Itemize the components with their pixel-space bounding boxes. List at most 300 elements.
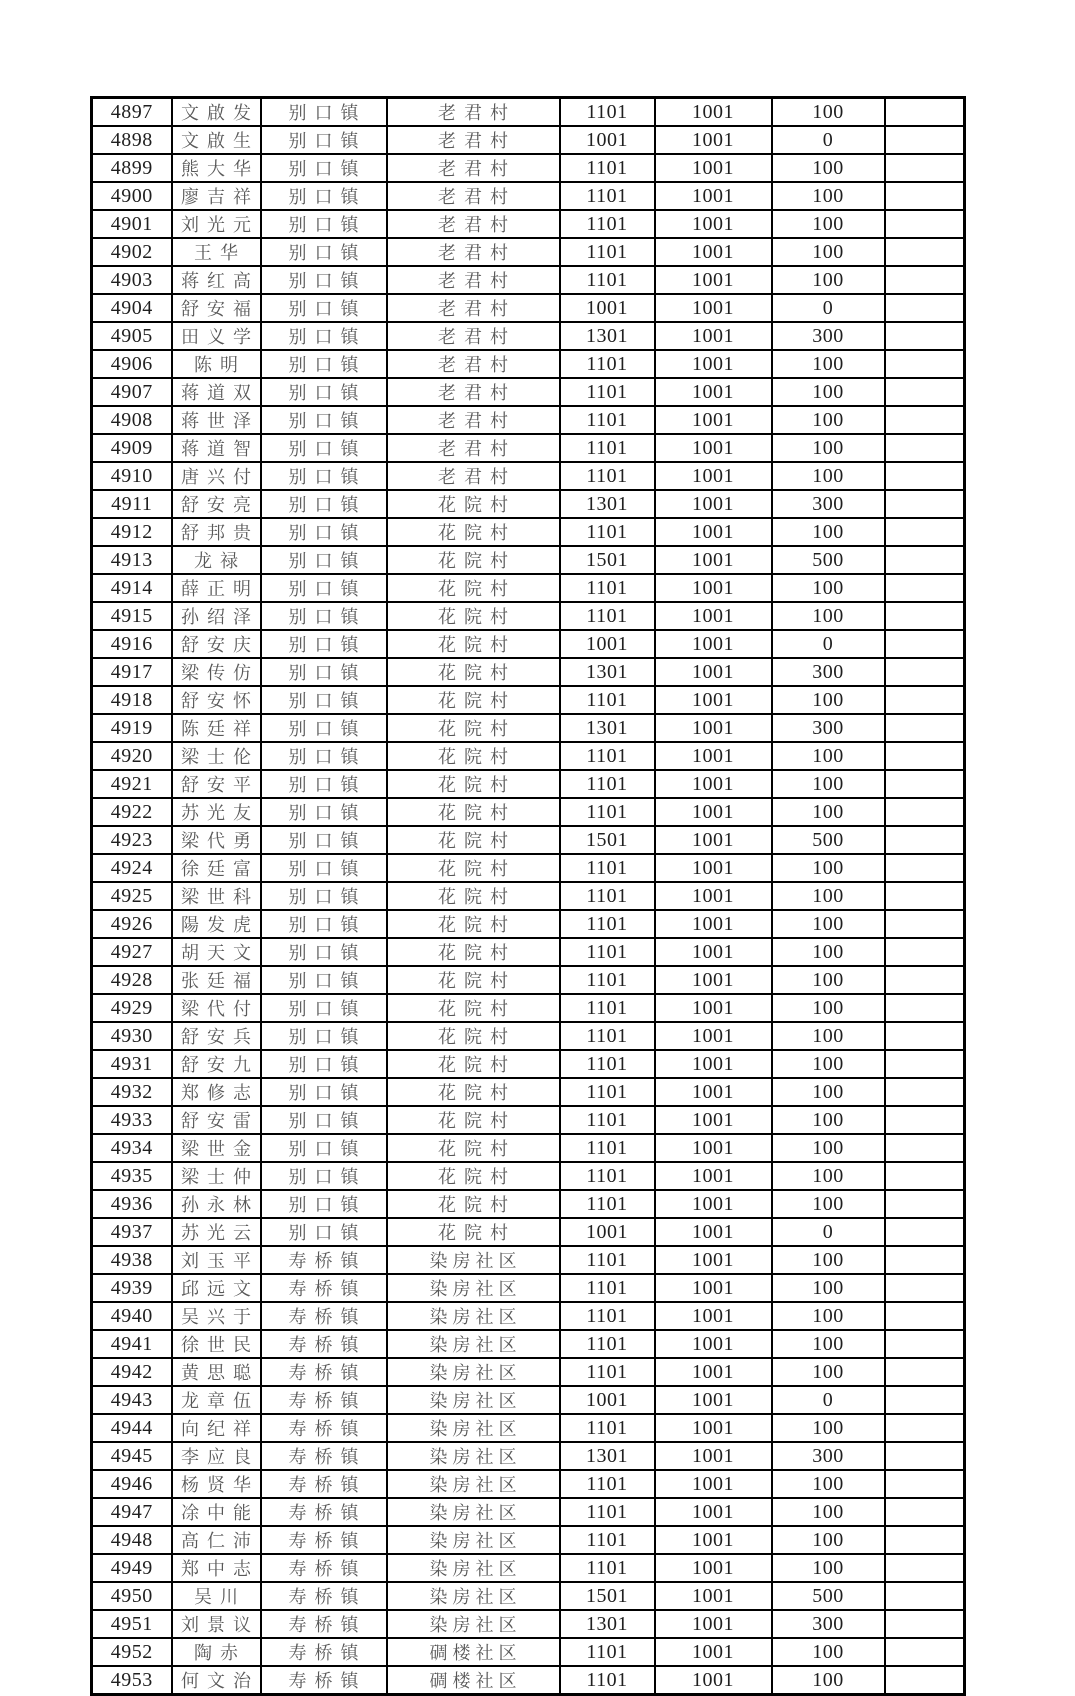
cell-town: 别口镇 — [261, 602, 387, 630]
cell-amount-3: 100 — [772, 1134, 885, 1162]
cell-person-name: 王华 — [172, 238, 261, 266]
cell-amount-3: 0 — [772, 1218, 885, 1246]
cell-serial-number: 4946 — [92, 1470, 172, 1498]
cell-amount-2: 1001 — [655, 1106, 772, 1134]
cell-amount-3: 300 — [772, 714, 885, 742]
cell-town: 别口镇 — [261, 1190, 387, 1218]
cell-town: 别口镇 — [261, 742, 387, 770]
cell-serial-number: 4900 — [92, 182, 172, 210]
cell-amount-1: 1101 — [560, 1050, 655, 1078]
cell-amount-2: 1001 — [655, 238, 772, 266]
table-row — [92, 1498, 965, 1526]
cell-amount-2: 1001 — [655, 1134, 772, 1162]
cell-village: 碉楼社区 — [387, 1666, 560, 1695]
cell-empty — [885, 1022, 965, 1050]
cell-amount-3: 100 — [772, 1526, 885, 1554]
cell-empty — [885, 1078, 965, 1106]
cell-town: 别口镇 — [261, 798, 387, 826]
cell-amount-3: 100 — [772, 770, 885, 798]
cell-amount-3: 100 — [772, 1638, 885, 1666]
cell-serial-number: 4907 — [92, 378, 172, 406]
cell-empty — [885, 742, 965, 770]
cell-amount-1: 1101 — [560, 238, 655, 266]
cell-serial-number: 4923 — [92, 826, 172, 854]
cell-amount-2: 1001 — [655, 1442, 772, 1470]
table-row — [92, 798, 965, 826]
cell-town: 别口镇 — [261, 322, 387, 350]
cell-empty — [885, 630, 965, 658]
cell-town: 寿桥镇 — [261, 1638, 387, 1666]
cell-person-name: 梁传仿 — [172, 658, 261, 686]
cell-amount-3: 100 — [772, 910, 885, 938]
cell-amount-2: 1001 — [655, 714, 772, 742]
cell-village: 染房社区 — [387, 1470, 560, 1498]
cell-village: 花院村 — [387, 1078, 560, 1106]
cell-village: 碉楼社区 — [387, 1638, 560, 1666]
cell-town: 寿桥镇 — [261, 1526, 387, 1554]
cell-serial-number: 4936 — [92, 1190, 172, 1218]
cell-empty — [885, 1638, 965, 1666]
cell-amount-3: 300 — [772, 1610, 885, 1638]
cell-village: 老君村 — [387, 154, 560, 182]
cell-town: 别口镇 — [261, 294, 387, 322]
cell-town: 寿桥镇 — [261, 1358, 387, 1386]
cell-empty — [885, 658, 965, 686]
cell-serial-number: 4928 — [92, 966, 172, 994]
cell-village: 染房社区 — [387, 1610, 560, 1638]
cell-amount-3: 100 — [772, 1358, 885, 1386]
cell-amount-1: 1101 — [560, 1358, 655, 1386]
cell-serial-number: 4902 — [92, 238, 172, 266]
cell-amount-3: 100 — [772, 994, 885, 1022]
cell-amount-3: 100 — [772, 1162, 885, 1190]
cell-empty — [885, 182, 965, 210]
cell-amount-3: 100 — [772, 798, 885, 826]
cell-town: 别口镇 — [261, 434, 387, 462]
cell-village: 花院村 — [387, 1134, 560, 1162]
cell-serial-number: 4925 — [92, 882, 172, 910]
cell-amount-2: 1001 — [655, 1078, 772, 1106]
cell-amount-1: 1101 — [560, 994, 655, 1022]
cell-village: 花院村 — [387, 826, 560, 854]
cell-amount-1: 1101 — [560, 210, 655, 238]
table-row — [92, 966, 965, 994]
table-row — [92, 546, 965, 574]
cell-empty — [885, 210, 965, 238]
cell-amount-2: 1001 — [655, 1246, 772, 1274]
cell-village: 花院村 — [387, 1218, 560, 1246]
cell-serial-number: 4934 — [92, 1134, 172, 1162]
cell-serial-number: 4913 — [92, 546, 172, 574]
cell-person-name: 舒安福 — [172, 294, 261, 322]
cell-amount-1: 1101 — [560, 1274, 655, 1302]
cell-amount-1: 1101 — [560, 1106, 655, 1134]
cell-empty — [885, 350, 965, 378]
cell-serial-number: 4941 — [92, 1330, 172, 1358]
cell-person-name: 文啟生 — [172, 126, 261, 154]
cell-serial-number: 4935 — [92, 1162, 172, 1190]
cell-person-name: 梁世科 — [172, 882, 261, 910]
cell-amount-3: 300 — [772, 322, 885, 350]
cell-village: 染房社区 — [387, 1442, 560, 1470]
cell-serial-number: 4919 — [92, 714, 172, 742]
cell-amount-2: 1001 — [655, 994, 772, 1022]
cell-amount-1: 1101 — [560, 1078, 655, 1106]
cell-village: 染房社区 — [387, 1554, 560, 1582]
cell-village: 染房社区 — [387, 1414, 560, 1442]
cell-amount-2: 1001 — [655, 602, 772, 630]
cell-person-name: 高仁沛 — [172, 1526, 261, 1554]
cell-village: 花院村 — [387, 882, 560, 910]
table-row — [92, 518, 965, 546]
cell-empty — [885, 1134, 965, 1162]
cell-person-name: 舒安亮 — [172, 490, 261, 518]
cell-amount-1: 1101 — [560, 574, 655, 602]
cell-person-name: 邱远文 — [172, 1274, 261, 1302]
table-row — [92, 1302, 965, 1330]
cell-serial-number: 4944 — [92, 1414, 172, 1442]
cell-serial-number: 4949 — [92, 1554, 172, 1582]
cell-town: 别口镇 — [261, 882, 387, 910]
cell-amount-1: 1101 — [560, 1190, 655, 1218]
table-row — [92, 1022, 965, 1050]
table-row — [92, 322, 965, 350]
cell-amount-2: 1001 — [655, 350, 772, 378]
cell-town: 别口镇 — [261, 238, 387, 266]
table-row — [92, 462, 965, 490]
cell-village: 花院村 — [387, 1162, 560, 1190]
cell-amount-1: 1301 — [560, 490, 655, 518]
table-row — [92, 378, 965, 406]
table-row — [92, 910, 965, 938]
cell-serial-number: 4932 — [92, 1078, 172, 1106]
cell-serial-number: 4924 — [92, 854, 172, 882]
cell-serial-number: 4940 — [92, 1302, 172, 1330]
cell-amount-1: 1101 — [560, 882, 655, 910]
cell-amount-2: 1001 — [655, 854, 772, 882]
cell-village: 染房社区 — [387, 1274, 560, 1302]
cell-amount-3: 100 — [772, 938, 885, 966]
cell-amount-1: 1101 — [560, 154, 655, 182]
cell-empty — [885, 98, 965, 127]
table-row — [92, 1162, 965, 1190]
cell-amount-1: 1301 — [560, 322, 655, 350]
cell-town: 别口镇 — [261, 406, 387, 434]
cell-empty — [885, 266, 965, 294]
cell-person-name: 黄思聪 — [172, 1358, 261, 1386]
cell-village: 花院村 — [387, 546, 560, 574]
cell-serial-number: 4917 — [92, 658, 172, 686]
cell-amount-3: 100 — [772, 882, 885, 910]
cell-serial-number: 4945 — [92, 1442, 172, 1470]
cell-serial-number: 4918 — [92, 686, 172, 714]
cell-village: 花院村 — [387, 938, 560, 966]
cell-serial-number: 4952 — [92, 1638, 172, 1666]
cell-village: 老君村 — [387, 378, 560, 406]
cell-amount-2: 1001 — [655, 1302, 772, 1330]
cell-person-name: 陈明 — [172, 350, 261, 378]
cell-empty — [885, 462, 965, 490]
cell-serial-number: 4899 — [92, 154, 172, 182]
cell-village: 花院村 — [387, 966, 560, 994]
cell-amount-2: 1001 — [655, 1330, 772, 1358]
cell-person-name: 郑中志 — [172, 1554, 261, 1582]
cell-empty — [885, 574, 965, 602]
cell-village: 染房社区 — [387, 1358, 560, 1386]
cell-town: 寿桥镇 — [261, 1498, 387, 1526]
cell-person-name: 蒋世泽 — [172, 406, 261, 434]
cell-empty — [885, 126, 965, 154]
cell-serial-number: 4938 — [92, 1246, 172, 1274]
cell-town: 别口镇 — [261, 658, 387, 686]
cell-amount-2: 1001 — [655, 1498, 772, 1526]
table-row — [92, 98, 965, 127]
cell-serial-number: 4939 — [92, 1274, 172, 1302]
cell-serial-number: 4903 — [92, 266, 172, 294]
cell-person-name: 郑修志 — [172, 1078, 261, 1106]
cell-person-name: 梁士仲 — [172, 1162, 261, 1190]
cell-amount-2: 1001 — [655, 1526, 772, 1554]
cell-town: 别口镇 — [261, 518, 387, 546]
cell-village: 花院村 — [387, 602, 560, 630]
cell-amount-3: 100 — [772, 1190, 885, 1218]
cell-amount-3: 100 — [772, 1414, 885, 1442]
cell-amount-3: 100 — [772, 350, 885, 378]
cell-person-name: 徐世民 — [172, 1330, 261, 1358]
cell-amount-3: 100 — [772, 238, 885, 266]
cell-amount-2: 1001 — [655, 294, 772, 322]
cell-amount-1: 1101 — [560, 1498, 655, 1526]
table-row — [92, 1442, 965, 1470]
cell-amount-2: 1001 — [655, 882, 772, 910]
cell-amount-2: 1001 — [655, 1666, 772, 1695]
cell-village: 老君村 — [387, 462, 560, 490]
cell-village: 花院村 — [387, 854, 560, 882]
cell-person-name: 梁世金 — [172, 1134, 261, 1162]
cell-town: 别口镇 — [261, 546, 387, 574]
cell-empty — [885, 1526, 965, 1554]
cell-empty — [885, 1106, 965, 1134]
cell-amount-3: 100 — [772, 1302, 885, 1330]
cell-empty — [885, 1190, 965, 1218]
cell-amount-3: 100 — [772, 462, 885, 490]
cell-amount-2: 1001 — [655, 658, 772, 686]
table-row — [92, 266, 965, 294]
cell-amount-2: 1001 — [655, 798, 772, 826]
cell-amount-1: 1001 — [560, 1386, 655, 1414]
cell-amount-2: 1001 — [655, 1638, 772, 1666]
cell-empty — [885, 1246, 965, 1274]
cell-empty — [885, 826, 965, 854]
table-row — [92, 658, 965, 686]
table-row — [92, 1554, 965, 1582]
cell-village: 老君村 — [387, 126, 560, 154]
cell-amount-1: 1001 — [560, 630, 655, 658]
cell-amount-2: 1001 — [655, 1414, 772, 1442]
cell-person-name: 苏光云 — [172, 1218, 261, 1246]
table-row — [92, 154, 965, 182]
table-row — [92, 182, 965, 210]
cell-amount-3: 100 — [772, 266, 885, 294]
cell-serial-number: 4953 — [92, 1666, 172, 1695]
cell-person-name: 廖吉祥 — [172, 182, 261, 210]
cell-serial-number: 4927 — [92, 938, 172, 966]
table-row — [92, 406, 965, 434]
cell-amount-3: 500 — [772, 826, 885, 854]
cell-amount-3: 300 — [772, 490, 885, 518]
table-row — [92, 630, 965, 658]
cell-town: 别口镇 — [261, 210, 387, 238]
cell-amount-3: 100 — [772, 1498, 885, 1526]
cell-amount-1: 1101 — [560, 1302, 655, 1330]
cell-amount-1: 1101 — [560, 1134, 655, 1162]
cell-village: 花院村 — [387, 1050, 560, 1078]
cell-serial-number: 4920 — [92, 742, 172, 770]
cell-amount-1: 1101 — [560, 910, 655, 938]
cell-town: 寿桥镇 — [261, 1610, 387, 1638]
cell-person-name: 何文治 — [172, 1666, 261, 1695]
table-row — [92, 434, 965, 462]
table-row — [92, 1414, 965, 1442]
cell-village: 花院村 — [387, 1022, 560, 1050]
cell-serial-number: 4950 — [92, 1582, 172, 1610]
cell-serial-number: 4911 — [92, 490, 172, 518]
cell-empty — [885, 518, 965, 546]
cell-person-name: 梁士伦 — [172, 742, 261, 770]
cell-amount-3: 100 — [772, 518, 885, 546]
cell-empty — [885, 490, 965, 518]
cell-village: 花院村 — [387, 630, 560, 658]
cell-village: 花院村 — [387, 1190, 560, 1218]
cell-town: 寿桥镇 — [261, 1302, 387, 1330]
cell-amount-3: 100 — [772, 1554, 885, 1582]
cell-empty — [885, 1358, 965, 1386]
cell-person-name: 徐廷富 — [172, 854, 261, 882]
cell-person-name: 吴兴于 — [172, 1302, 261, 1330]
cell-village: 染房社区 — [387, 1582, 560, 1610]
cell-amount-1: 1101 — [560, 1330, 655, 1358]
cell-empty — [885, 882, 965, 910]
cell-amount-2: 1001 — [655, 518, 772, 546]
cell-village: 染房社区 — [387, 1526, 560, 1554]
cell-amount-1: 1101 — [560, 182, 655, 210]
table-row — [92, 1050, 965, 1078]
table-row — [92, 126, 965, 154]
cell-person-name: 孙绍泽 — [172, 602, 261, 630]
cell-town: 别口镇 — [261, 1134, 387, 1162]
cell-amount-3: 500 — [772, 546, 885, 574]
cell-town: 别口镇 — [261, 1050, 387, 1078]
cell-amount-2: 1001 — [655, 546, 772, 574]
cell-town: 别口镇 — [261, 1162, 387, 1190]
cell-village: 染房社区 — [387, 1246, 560, 1274]
cell-amount-3: 100 — [772, 966, 885, 994]
cell-village: 老君村 — [387, 434, 560, 462]
cell-amount-2: 1001 — [655, 462, 772, 490]
cell-amount-2: 1001 — [655, 1358, 772, 1386]
cell-amount-1: 1101 — [560, 742, 655, 770]
cell-village: 花院村 — [387, 714, 560, 742]
cell-town: 寿桥镇 — [261, 1246, 387, 1274]
cell-town: 别口镇 — [261, 490, 387, 518]
cell-town: 别口镇 — [261, 350, 387, 378]
cell-village: 花院村 — [387, 910, 560, 938]
cell-amount-1: 1101 — [560, 938, 655, 966]
cell-empty — [885, 1582, 965, 1610]
cell-empty — [885, 546, 965, 574]
cell-town: 寿桥镇 — [261, 1666, 387, 1695]
table-row — [92, 1134, 965, 1162]
cell-amount-3: 100 — [772, 154, 885, 182]
cell-amount-1: 1101 — [560, 686, 655, 714]
cell-amount-2: 1001 — [655, 1050, 772, 1078]
cell-town: 别口镇 — [261, 378, 387, 406]
cell-amount-3: 500 — [772, 1582, 885, 1610]
cell-amount-1: 1101 — [560, 1162, 655, 1190]
cell-amount-3: 100 — [772, 1050, 885, 1078]
cell-empty — [885, 714, 965, 742]
cell-amount-2: 1001 — [655, 910, 772, 938]
cell-person-name: 舒邦贵 — [172, 518, 261, 546]
cell-amount-1: 1301 — [560, 658, 655, 686]
table-row — [92, 1246, 965, 1274]
cell-village: 花院村 — [387, 994, 560, 1022]
cell-person-name: 薛正明 — [172, 574, 261, 602]
cell-amount-2: 1001 — [655, 1470, 772, 1498]
cell-amount-3: 100 — [772, 854, 885, 882]
cell-amount-1: 1101 — [560, 1666, 655, 1695]
table-row — [92, 882, 965, 910]
cell-amount-2: 1001 — [655, 322, 772, 350]
table-row — [92, 938, 965, 966]
cell-empty — [885, 154, 965, 182]
cell-town: 别口镇 — [261, 826, 387, 854]
table-row — [92, 238, 965, 266]
cell-person-name: 舒安平 — [172, 770, 261, 798]
cell-village: 花院村 — [387, 490, 560, 518]
cell-amount-2: 1001 — [655, 742, 772, 770]
cell-amount-3: 0 — [772, 126, 885, 154]
cell-amount-3: 100 — [772, 182, 885, 210]
cell-empty — [885, 686, 965, 714]
table-row — [92, 1666, 965, 1695]
cell-town: 别口镇 — [261, 1078, 387, 1106]
cell-serial-number: 4948 — [92, 1526, 172, 1554]
cell-empty — [885, 322, 965, 350]
cell-amount-2: 1001 — [655, 210, 772, 238]
cell-town: 别口镇 — [261, 1218, 387, 1246]
cell-amount-2: 1001 — [655, 1022, 772, 1050]
cell-empty — [885, 1414, 965, 1442]
cell-amount-2: 1001 — [655, 574, 772, 602]
cell-amount-2: 1001 — [655, 126, 772, 154]
cell-serial-number: 4943 — [92, 1386, 172, 1414]
cell-empty — [885, 378, 965, 406]
cell-village: 花院村 — [387, 658, 560, 686]
table-row — [92, 350, 965, 378]
cell-person-name: 龙禄 — [172, 546, 261, 574]
cell-amount-1: 1301 — [560, 1442, 655, 1470]
cell-village: 花院村 — [387, 574, 560, 602]
cell-person-name: 陈廷祥 — [172, 714, 261, 742]
cell-person-name: 李应良 — [172, 1442, 261, 1470]
cell-person-name: 梁代勇 — [172, 826, 261, 854]
table-row — [92, 1106, 965, 1134]
cell-person-name: 杨贤华 — [172, 1470, 261, 1498]
cell-amount-3: 100 — [772, 98, 885, 127]
cell-empty — [885, 294, 965, 322]
cell-serial-number: 4915 — [92, 602, 172, 630]
